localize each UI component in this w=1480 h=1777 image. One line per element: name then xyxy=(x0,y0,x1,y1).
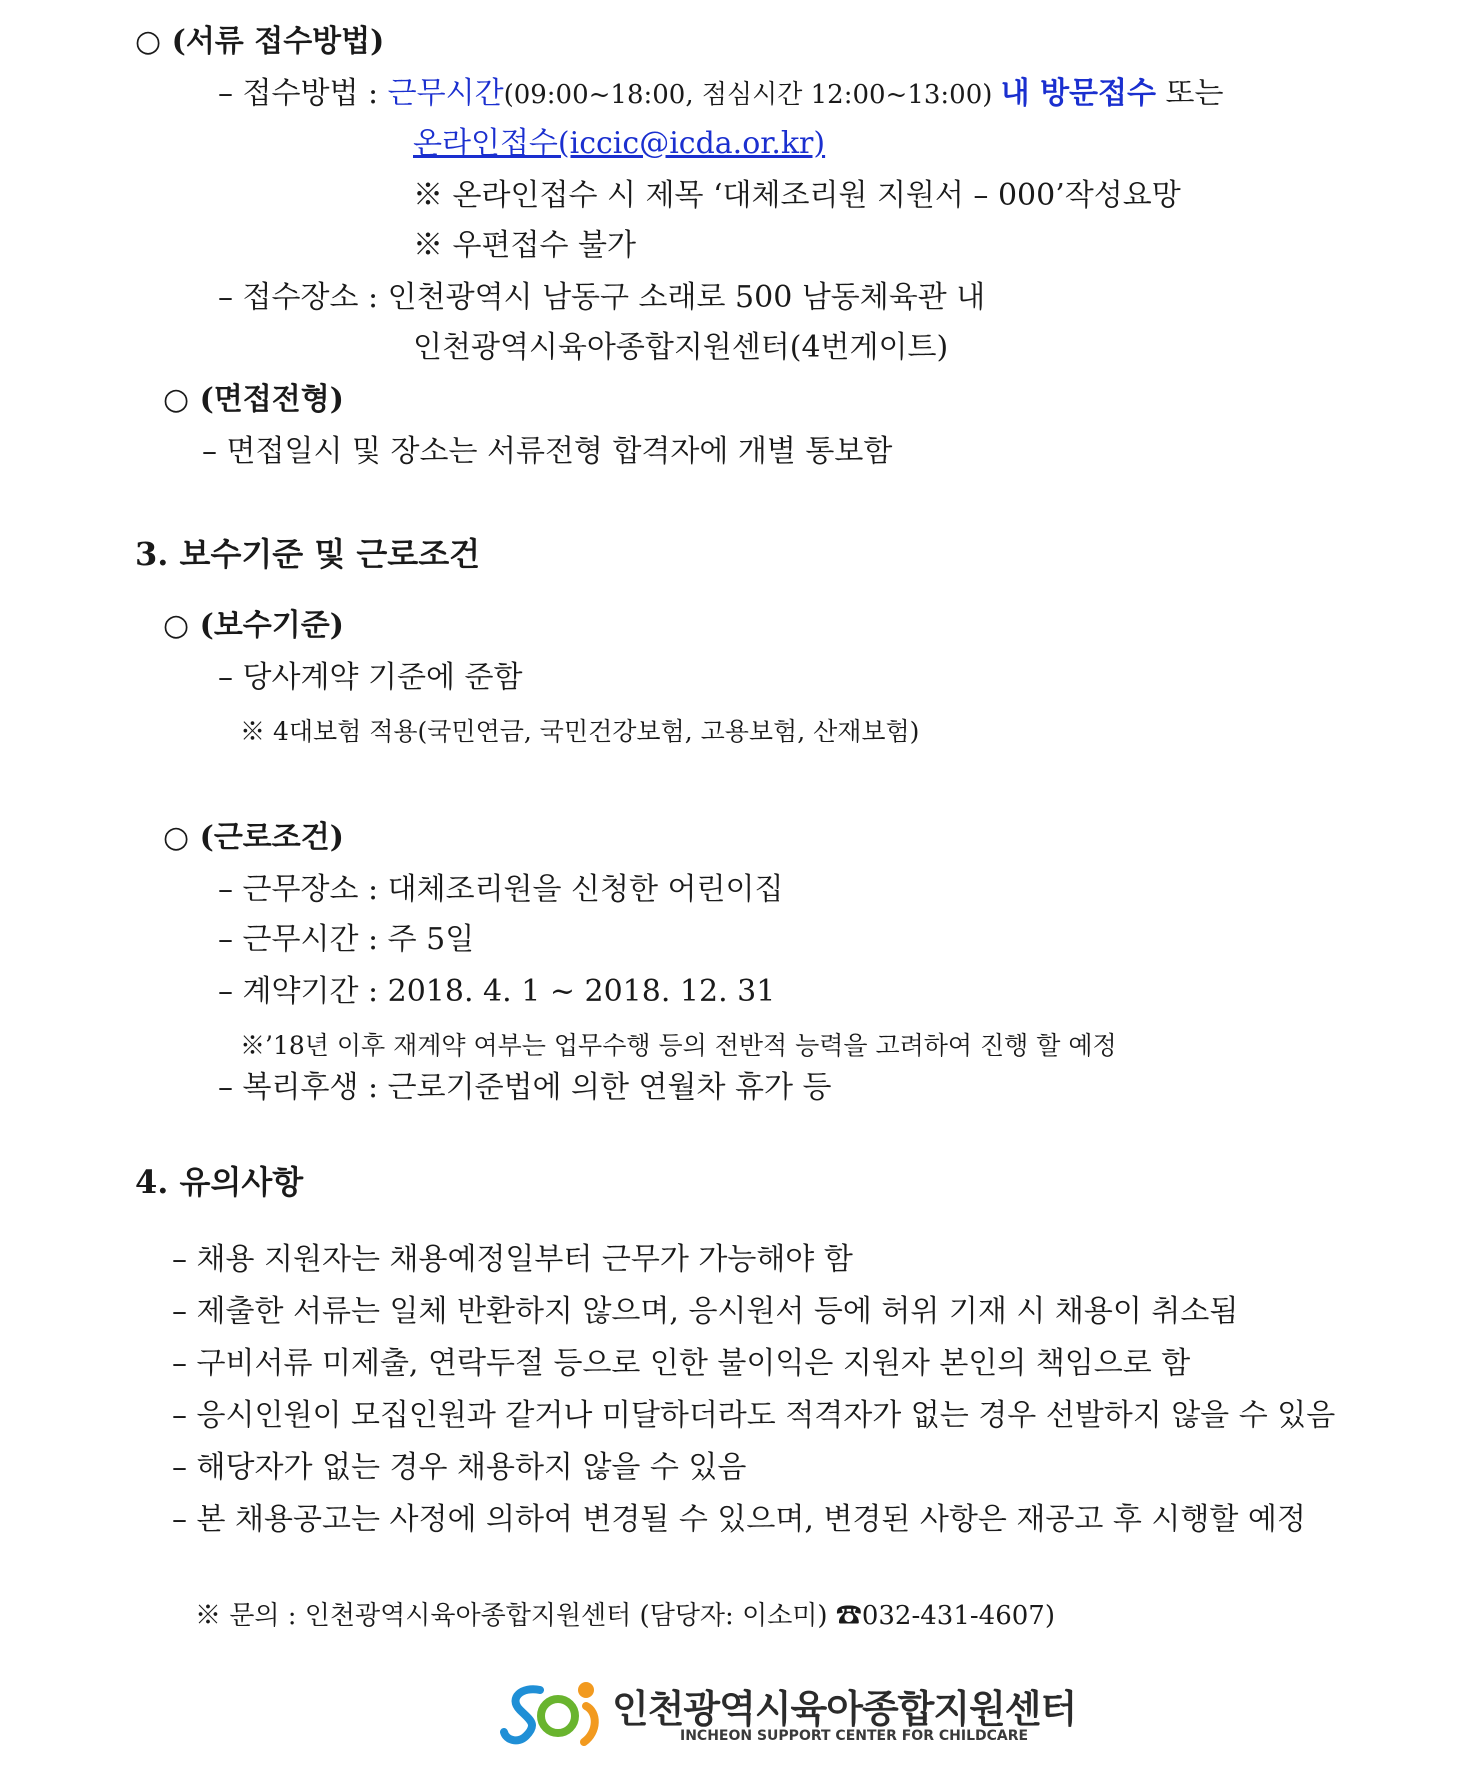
note-no-post: ※ 우편접수 불가 xyxy=(413,228,636,263)
submission-method-hours-detail: (09:00~18:00, 점심시간 12:00~13:00) xyxy=(503,80,1001,110)
section4-title: 4. 유의사항 xyxy=(135,1163,304,1201)
conditions-hours: – 근무시간 : 주 5일 xyxy=(218,922,475,957)
section3-title: 3. 보수기준 및 근로조건 xyxy=(135,535,481,573)
center-logo xyxy=(500,1672,1077,1762)
center-logo-subtitle: INCHEON SUPPORT CENTER FOR CHILDCARE xyxy=(680,1728,1029,1744)
submission-place: – 접수장소 : 인천광역시 남동구 소래로 500 남동체육관 내 xyxy=(218,280,986,315)
pay-note: ※ 4대보험 적용(국민연금, 국민건강보험, 고용보험, 산재보험) xyxy=(240,717,920,746)
submission-header: ○ (서류 접수방법) xyxy=(135,24,385,59)
online-submission-link[interactable]: 온라인접수(iccic@icda.or.kr) xyxy=(413,126,826,161)
submission-place-detail: 인천광역시육아종합지원센터(4번게이트) xyxy=(413,330,949,365)
submission-method-or: 또는 xyxy=(1156,76,1224,111)
conditions-note: ※’18년 이후 재계약 여부는 업무수행 등의 전반적 능력을 고려하여 진행 할 예정 xyxy=(240,1031,1117,1060)
pay-header: ○ (보수기준) xyxy=(163,608,344,643)
notice-item: – 해당자가 없는 경우 채용하지 않을 수 있음 xyxy=(172,1450,747,1485)
interview-header: ○ (면접전형) xyxy=(163,382,344,417)
center-logo-mark-icon xyxy=(500,1672,610,1762)
notice-item: – 본 채용공고는 사정에 의하여 변경될 수 있으며, 변경된 사항은 재공고 후 시행할 예정 xyxy=(172,1502,1306,1537)
submission-method xyxy=(218,74,1224,115)
conditions-period: – 계약기간 : 2018. 4. 1 ~ 2018. 12. 31 xyxy=(218,974,776,1009)
notice-item: – 구비서류 미제출, 연락두절 등으로 인한 불이익은 지원자 본인의 책임으로 함 xyxy=(172,1346,1191,1381)
submission-method-visit: 내 방문접수 xyxy=(1000,76,1157,111)
pay-detail: – 당사계약 기준에 준함 xyxy=(218,660,523,695)
submission-method-hours: 근무시간 xyxy=(387,76,504,111)
contact-info: ※ 문의 : 인천광역시육아종합지원센터 (담당자: 이소미) ☎032-431-4607) xyxy=(195,1601,1055,1631)
notice-item: – 채용 지원자는 채용예정일부터 근무가 가능해야 함 xyxy=(172,1242,853,1277)
conditions-header: ○ (근로조건) xyxy=(163,820,344,855)
submission-method-label: – 접수방법 : xyxy=(218,76,388,111)
notice-item: – 응시인원이 모집인원과 같거나 미달하더라도 적격자가 없는 경우 선발하지 않을 수 있음 xyxy=(172,1398,1336,1433)
interview-detail: – 면접일시 및 장소는 서류전형 합격자에 개별 통보함 xyxy=(202,434,893,469)
note-online-title: ※ 온라인접수 시 제목 ‘대체조리원 지원서 – 000’작성요망 xyxy=(413,178,1181,213)
conditions-place: – 근무장소 : 대체조리원을 신청한 어린이집 xyxy=(218,872,784,907)
center-logo-name: 인천광역시육아종합지원센터 xyxy=(612,1687,1077,1731)
conditions-welfare: – 복리후생 : 근로기준법에 의한 연월차 휴가 등 xyxy=(218,1070,832,1105)
notice-item: – 제출한 서류는 일체 반환하지 않으며, 응시원서 등에 허위 기재 시 채용이 취소됨 xyxy=(172,1294,1239,1329)
